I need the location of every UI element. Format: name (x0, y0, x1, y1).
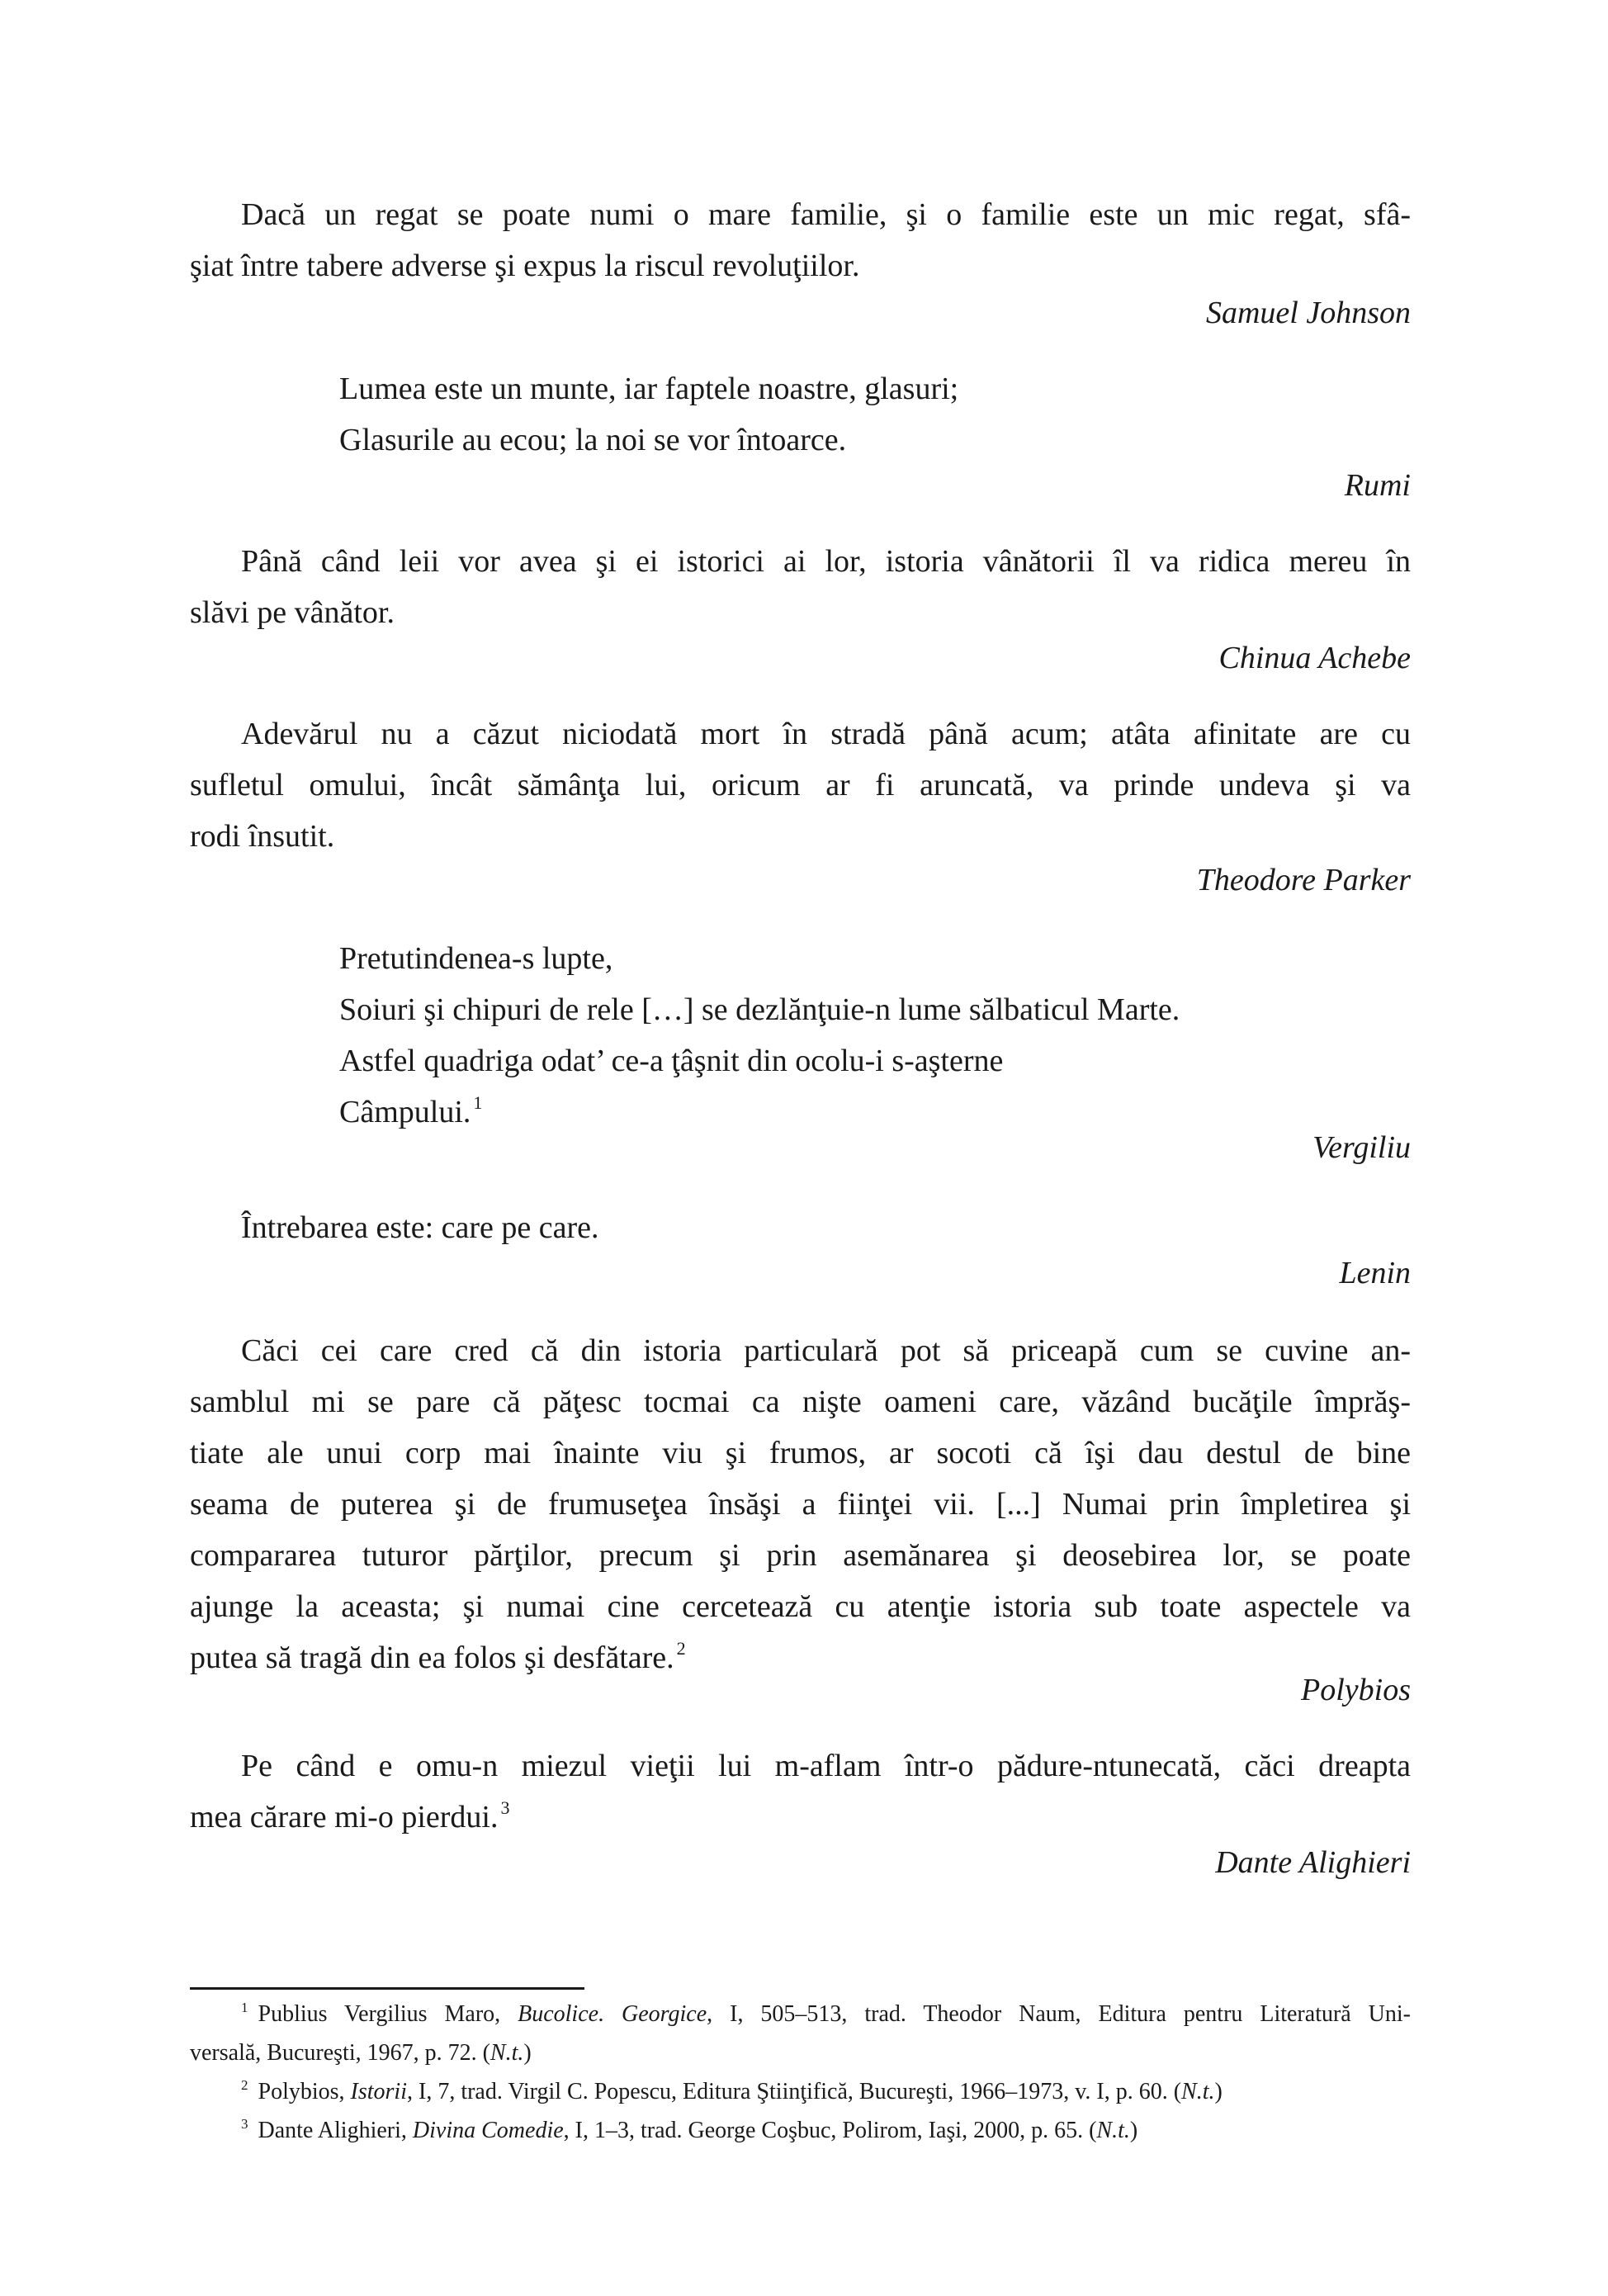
quote-johnson (190, 189, 1411, 291)
quote-line: slăvi pe vânător. (190, 595, 395, 630)
footnote-1 (190, 1996, 1411, 2071)
quote-line: Până când leii vor avea şi ei istorici ai lor, istoria vânătorii îl va ridica mereu în (241, 544, 1411, 579)
footnote-text: , I, 505–513, trad. Theodor Naum, Editura pentru Literatură Uni- (707, 2001, 1411, 2027)
footnote-nt: N.t. (1181, 2079, 1215, 2104)
footnote-ref[interactable]: 1 (473, 1092, 483, 1113)
verse-line: Glasurile au ecou; la noi se vor întoarce. (339, 423, 847, 457)
quote-line: Întrebarea este: care pe care. (241, 1210, 599, 1245)
footnote-divider (190, 1987, 584, 1990)
footnote-text: , I, 1–3, trad. George Coşbuc, Polirom, Iaşi, 2000, p. 65. ( (563, 2118, 1097, 2143)
quote-line: Adevărul nu a căzut niciodată mort în stradă până acum; atâta afinitate are cu (241, 717, 1411, 751)
quote-parker (190, 708, 1411, 862)
verse-line: Astfel quadriga odat’ ce-a ţâşnit din ocolu-i s-aşterne (339, 1044, 1004, 1078)
author-vergiliu: Vergiliu (1312, 1130, 1411, 1165)
footnote-text: , I, 7, trad. Virgil C. Popescu, Editura Ştiinţifică, Bucureşti, 1966–1973, v. I, p. 60. ( (407, 2079, 1182, 2104)
footnote-title: Bucolice. Georgice (518, 2001, 707, 2027)
footnote-text: ) (523, 2040, 532, 2066)
quote-line: seama de puterea şi de frumuseţea însăşi a fiinţei vii. [...] Numai prin împletirea şi (190, 1487, 1411, 1522)
footnote-nt: N.t. (1096, 2118, 1130, 2143)
footnote-number: 3 (241, 2116, 248, 2132)
quote-polybios (190, 1325, 1411, 1688)
footnote-title: Istorii (350, 2079, 407, 2104)
author-achebe: Chinua Achebe (1218, 641, 1411, 675)
footnote-text: ) (1214, 2079, 1223, 2104)
quote-achebe (190, 536, 1411, 638)
quote-dante (190, 1740, 1411, 1847)
quote-line: compararea tuturor părţilor, precum şi prin asemănarea şi deosebirea lor, se poate (190, 1538, 1411, 1573)
quote-line: rodi însutit. (190, 819, 335, 854)
quote-line: putea să tragă din ea folos şi desfătare. (190, 1640, 674, 1675)
footnote-text: ) (1129, 2118, 1138, 2143)
footnote-ref[interactable]: 2 (676, 1638, 686, 1659)
footnote-ref[interactable]: 3 (500, 1797, 510, 1818)
footnote-title: Divina Comedie (412, 2118, 564, 2143)
quote-line: Dacă un regat se poate numi o mare familie, şi o familie este un mic regat, sfâ- (241, 197, 1411, 232)
verse-line: Câmpului. (339, 1095, 471, 1129)
author-rumi: Rumi (1344, 468, 1411, 503)
footnote-text: Polybios, (258, 2079, 351, 2104)
quote-line: Căci cei care cred că din istoria particulară pot să priceapă cum se cuvine an- (241, 1333, 1411, 1368)
footnote-text: versală, Bucureşti, 1967, p. 72. ( (190, 2040, 490, 2066)
footnote-number: 2 (241, 2077, 248, 2093)
quote-line: sufletul omului, încât sămânţa lui, oricum ar fi aruncată, va prinde undeva şi va (190, 768, 1411, 802)
quote-line: mea cărare mi-o pierdui. (190, 1800, 499, 1834)
footnote-number: 1 (241, 2000, 248, 2015)
quote-lenin (190, 1202, 1411, 1253)
author-lenin: Lenin (1339, 1256, 1411, 1290)
author-dante: Dante Alighieri (1215, 1845, 1411, 1880)
quote-line: Pe când e omu-n miezul vieţii lui m-aflam într-o pădure-ntunecată, căci dreapta (241, 1749, 1411, 1783)
quote-line: samblul mi se pare că păţesc tocmai ca nişte oameni care, văzând bucăţile împrăş- (190, 1385, 1411, 1419)
footnote-3 (190, 2113, 1411, 2152)
footnote-2 (190, 2074, 1411, 2113)
author-polybios: Polybios (1301, 1673, 1411, 1707)
verse-line: Lumea este un munte, iar faptele noastre, glasuri; (339, 372, 959, 406)
quote-line: şiat între tabere adverse şi expus la riscul revoluţiilor. (190, 249, 860, 283)
author-parker: Theodore Parker (1196, 863, 1411, 897)
footnote-nt: N.t. (489, 2040, 524, 2066)
quote-rumi (339, 363, 1412, 466)
author-johnson: Samuel Johnson (1205, 296, 1411, 330)
quote-vergiliu (339, 933, 1412, 1142)
footnote-text: Publius Vergilius Maro, (258, 2001, 518, 2027)
verse-line: Soiuri şi chipuri de rele […] se dezlănţuie-n lume sălbaticul Marte. (339, 992, 1180, 1027)
quote-line: ajunge la aceasta; şi numai cine cercetează cu atenţie istoria sub toate aspectele va (190, 1589, 1411, 1624)
footnote-text: Dante Alighieri, (258, 2118, 413, 2143)
quote-line: tiate ale unui corp mai înainte viu şi frumos, ar socoti că îşi dau destul de bine (190, 1436, 1411, 1470)
verse-line: Pretutindenea-s lupte, (339, 941, 613, 976)
